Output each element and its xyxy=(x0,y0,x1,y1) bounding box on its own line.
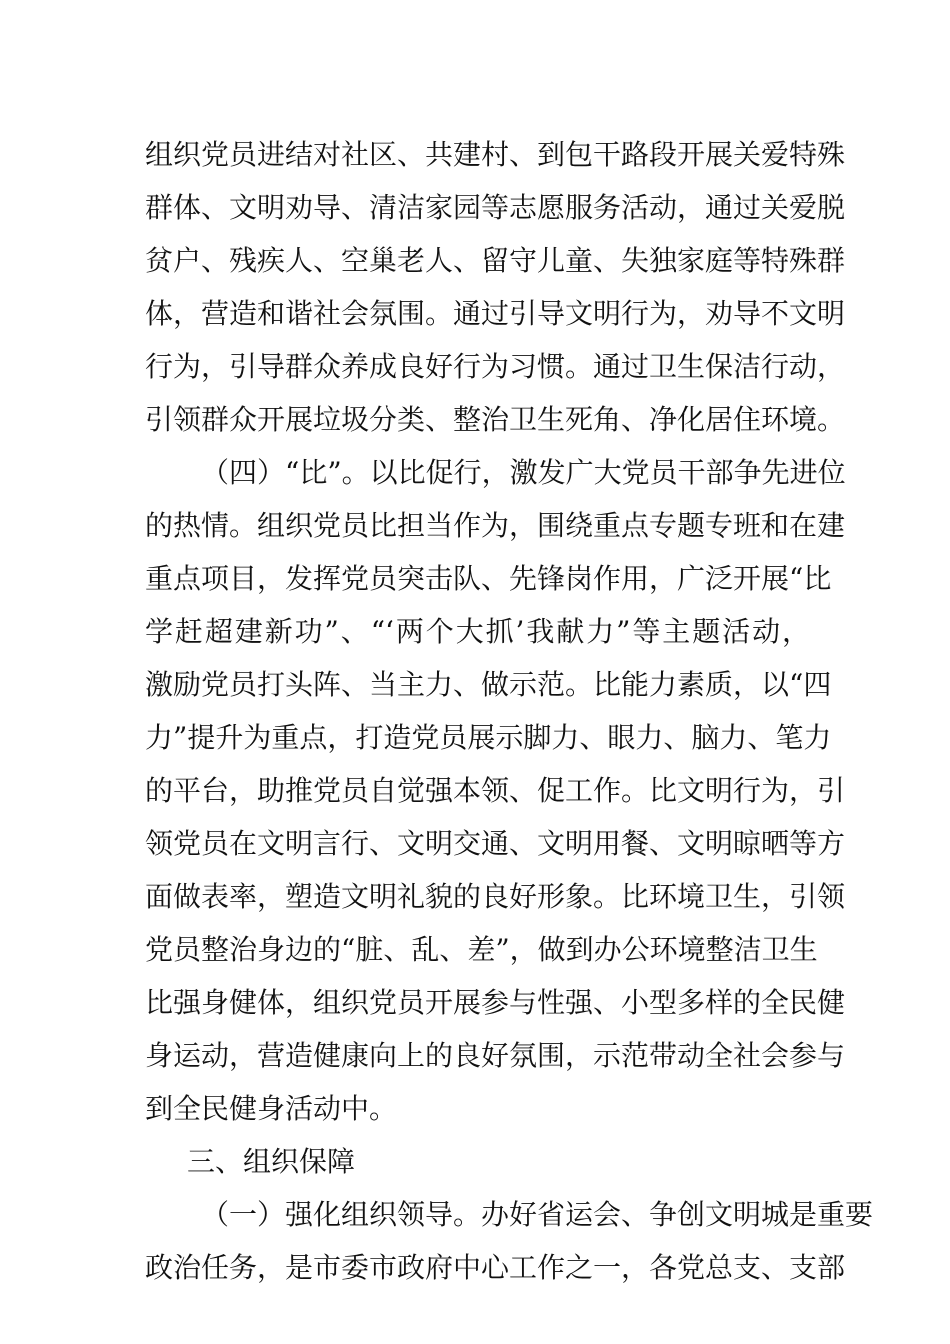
body-text xyxy=(145,128,874,1294)
text-line: 领党员在文明言行、文明交通、文明用餐、文明晾晒等方 xyxy=(145,827,846,860)
text-line: 引领群众开展垃圾分类、整治卫生死角、净化居住环境。 xyxy=(145,403,846,436)
section-four-heading-line: （四）“比”。以比促行，激发广大党员干部争先进位 xyxy=(201,456,846,489)
text-line: 组织党员进结对社区、共建村、到包干路段开展关爱特殊 xyxy=(145,138,846,171)
text-line: 力”提升为重点，打造党员展示脚力、眼力、脑力、笔力 xyxy=(145,721,832,754)
text-line: 党员整治身边的“脏、乱、差”，做到办公环境整洁卫生 xyxy=(145,933,818,966)
text-line: 行为，引导群众养成良好行为习惯。通过卫生保洁行动， xyxy=(145,350,846,383)
text-line: 面做表率，塑造文明礼貌的良好形象。比环境卫生，引领 xyxy=(145,880,846,913)
text-line: 到全民健身活动中。 xyxy=(145,1092,398,1125)
text-line: 体，营造和谐社会氛围。通过引导文明行为，劝导不文明 xyxy=(145,297,846,330)
text-line: 比强身健体，组织党员开展参与性强、小型多样的全民健 xyxy=(145,986,846,1019)
text-line: 学赶超建新功”、“‘两个大抓’我献力”等主题活动， xyxy=(145,615,810,648)
text-line: 身运动，营造健康向上的良好氛围，示范带动全社会参与 xyxy=(145,1039,846,1072)
text-line: 的热情。组织党员比担当作为，围绕重点专题专班和在建 xyxy=(145,509,846,542)
section-three-heading: 三、组织保障 xyxy=(187,1145,356,1178)
text-line: 贫户、残疾人、空巢老人、留守儿童、失独家庭等特殊群 xyxy=(145,244,846,277)
text-line: 的平台，助推党员自觉强本领、促工作。比文明行为，引 xyxy=(145,774,846,807)
text-line: 重点项目，发挥党员突击队、先锋岗作用，广泛开展“比 xyxy=(145,562,832,595)
text-line: 群体、文明劝导、清洁家园等志愿服务活动，通过关爱脱 xyxy=(145,191,846,224)
text-line: 激励党员打头阵、当主力、做示范。比能力素质，以“四 xyxy=(145,668,832,701)
text-line: 政治任务，是市委市政府中心工作之一，各党总支、支部 xyxy=(145,1251,846,1284)
subsection-one-heading-line: （一）强化组织领导。办好省运会、争创文明城是重要 xyxy=(201,1198,874,1231)
